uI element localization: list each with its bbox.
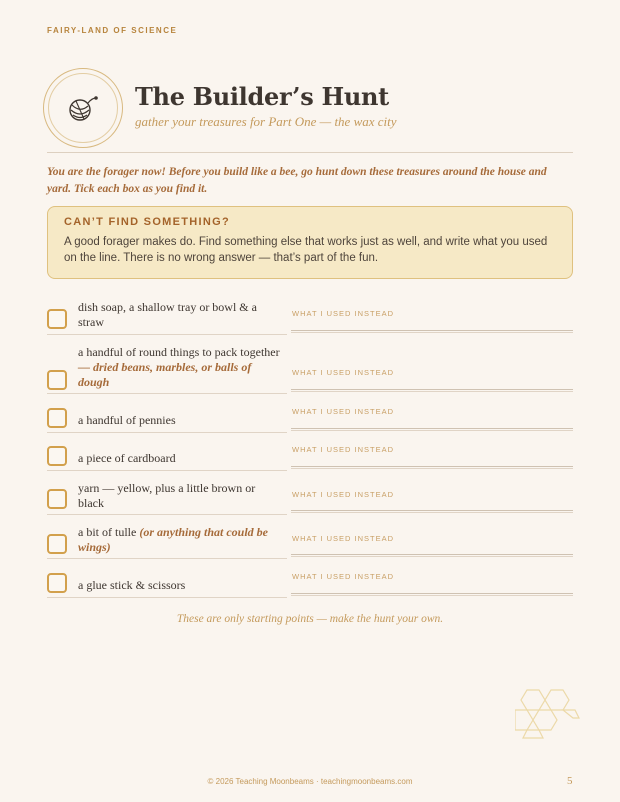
row-divider	[47, 597, 287, 598]
list-item	[47, 341, 573, 394]
yarn-ball-icon	[66, 93, 100, 123]
row-divider	[47, 393, 287, 394]
callout-body: A good forager makes do. Find something else that works just as well, and write what you used on the line. There is no wrong answer — that’s part of the fun.	[64, 236, 548, 264]
item-checkbox[interactable]	[47, 370, 67, 390]
row-divider	[47, 432, 287, 433]
item-label: a handful of pennies	[78, 413, 176, 427]
list-item	[47, 565, 573, 598]
page-number: 5	[567, 775, 573, 787]
used-instead-label: WHAT I USED INSTEAD	[292, 534, 395, 543]
item-label: a piece of cardboard	[78, 451, 176, 465]
item-label: a glue stick & scissors	[78, 578, 186, 592]
list-item	[47, 438, 573, 471]
item-label: a bit of tulle (or anything that could be wings)	[78, 525, 269, 554]
row-divider	[47, 334, 287, 335]
write-in-line[interactable]	[291, 595, 573, 596]
callout-heading: CAN’T FIND SOMETHING?	[64, 216, 231, 228]
list-item	[47, 297, 573, 335]
used-instead-label: WHAT I USED INSTEAD	[292, 309, 395, 318]
closing-note: These are only starting points — make the hunt your own.	[176, 613, 444, 625]
write-in-line[interactable]	[291, 430, 573, 431]
write-in-line-rule	[291, 554, 573, 555]
list-item	[47, 521, 573, 559]
used-instead-label: WHAT I USED INSTEAD	[292, 572, 395, 581]
write-in-line[interactable]	[291, 556, 573, 557]
tip-callout	[47, 206, 573, 279]
page-subtitle: gather your treasures for Part One — the wax city	[135, 114, 397, 129]
item-label: a handful of round things to pack together — dried beans, marbles, or balls of dough	[78, 345, 280, 389]
item-checkbox[interactable]	[47, 489, 67, 509]
item-checkbox[interactable]	[47, 408, 67, 428]
row-divider	[47, 514, 287, 515]
item-checkbox[interactable]	[47, 534, 67, 554]
used-instead-label: WHAT I USED INSTEAD	[292, 445, 395, 454]
row-divider	[47, 470, 287, 471]
write-in-line-rule	[291, 330, 573, 331]
series-label: FAIRY-LAND OF SCIENCE	[47, 26, 178, 35]
write-in-line[interactable]	[291, 332, 573, 333]
intro-text: You are the forager now! Before you build like a bee, go hunt down these treasures around the house and yard. Tick each box as you find it.	[47, 166, 547, 195]
item-label: yarn — yellow, plus a little brown or black	[78, 481, 256, 510]
write-in-line-rule	[291, 428, 573, 429]
used-instead-label: WHAT I USED INSTEAD	[292, 368, 395, 377]
header-divider	[47, 152, 573, 153]
item-checkbox[interactable]	[47, 446, 67, 466]
item-checkbox[interactable]	[47, 309, 67, 329]
write-in-line-rule	[291, 593, 573, 594]
write-in-line-rule	[291, 389, 573, 390]
write-in-line-rule	[291, 510, 573, 511]
list-item	[47, 477, 573, 515]
row-divider	[47, 558, 287, 559]
write-in-line-rule	[291, 466, 573, 467]
emblem	[43, 68, 123, 148]
write-in-line[interactable]	[291, 512, 573, 513]
item-checkbox[interactable]	[47, 573, 67, 593]
list-item	[47, 400, 573, 433]
used-instead-label: WHAT I USED INSTEAD	[292, 407, 395, 416]
used-instead-label: WHAT I USED INSTEAD	[292, 490, 395, 499]
footer-copyright: © 2026 Teaching Moonbeams · teachingmoonbeams.com	[207, 777, 413, 786]
honeycomb-icon	[515, 686, 581, 742]
item-label: dish soap, a shallow tray or bowl & a straw	[78, 300, 257, 329]
write-in-line[interactable]	[291, 391, 573, 392]
page-title: The Builder’s Hunt	[135, 82, 389, 111]
write-in-line[interactable]	[291, 468, 573, 469]
